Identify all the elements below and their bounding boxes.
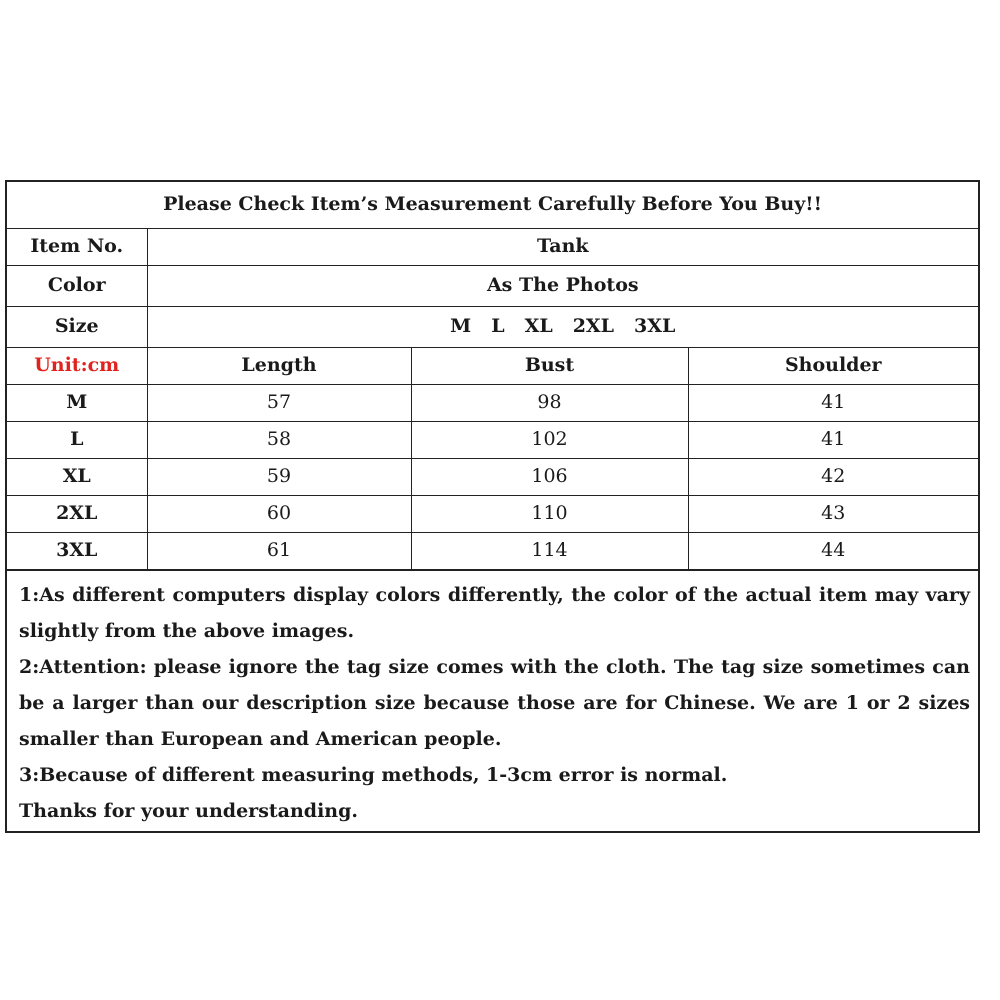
- size-chart: [5, 180, 980, 833]
- size-row: [7, 306, 978, 347]
- note-item: 1:As different computers display colors differently, the color of the actual item may vary slightly from the above images.: [19, 583, 970, 642]
- row-size: L: [7, 421, 147, 458]
- item-no-label: Item No.: [7, 228, 147, 265]
- row-size: M: [7, 384, 147, 421]
- cell-shoulder: 41: [688, 421, 978, 458]
- cell-length: 61: [147, 532, 411, 569]
- table-row: [7, 384, 978, 421]
- cell-shoulder: 43: [688, 495, 978, 532]
- cell-length: 59: [147, 458, 411, 495]
- cell-shoulder: 41: [688, 384, 978, 421]
- color-row: [7, 265, 978, 306]
- cell-bust: 98: [411, 384, 688, 421]
- color-label: Color: [7, 265, 147, 306]
- size-option: M: [450, 315, 472, 337]
- title-row: [7, 182, 978, 228]
- column-header-row: [7, 347, 978, 384]
- row-size: XL: [7, 458, 147, 495]
- cell-bust: 106: [411, 458, 688, 495]
- cell-shoulder: 42: [688, 458, 978, 495]
- size-label: Size: [7, 306, 147, 347]
- table-row: [7, 421, 978, 458]
- cell-length: 58: [147, 421, 411, 458]
- table-row: [7, 532, 978, 569]
- row-size: 3XL: [7, 532, 147, 569]
- cell-shoulder: 44: [688, 532, 978, 569]
- table-row: [7, 495, 978, 532]
- note-item: Thanks for your understanding.: [19, 799, 359, 822]
- measurement-table: [7, 182, 978, 570]
- notes-section: [7, 570, 978, 831]
- note-item: 2:Attention: please ignore the tag size comes with the cloth. The tag size sometimes can be a larger than our description size because those are for Chinese. We are 1 or 2 sizes smaller than European and American people.: [19, 655, 970, 750]
- cell-bust: 110: [411, 495, 688, 532]
- note-item: 3:Because of different measuring methods, 1-3cm error is normal.: [19, 763, 728, 786]
- chart-title: Please Check Item’s Measurement Carefully Before You Buy!!: [7, 182, 978, 228]
- cell-bust: 114: [411, 532, 688, 569]
- column-header-bust: Bust: [411, 347, 688, 384]
- color-value: As The Photos: [147, 265, 978, 306]
- size-option: 3XL: [634, 315, 676, 337]
- size-option: 2XL: [572, 315, 615, 337]
- item-no-value: Tank: [147, 228, 978, 265]
- size-list: [147, 306, 978, 347]
- column-header-shoulder: Shoulder: [688, 347, 978, 384]
- item-no-row: [7, 228, 978, 265]
- column-header-length: Length: [147, 347, 411, 384]
- size-option: L: [491, 315, 505, 337]
- cell-length: 57: [147, 384, 411, 421]
- cell-length: 60: [147, 495, 411, 532]
- unit-label: Unit:cm: [7, 347, 147, 384]
- row-size: 2XL: [7, 495, 147, 532]
- size-option: XL: [524, 315, 553, 337]
- cell-bust: 102: [411, 421, 688, 458]
- table-row: [7, 458, 978, 495]
